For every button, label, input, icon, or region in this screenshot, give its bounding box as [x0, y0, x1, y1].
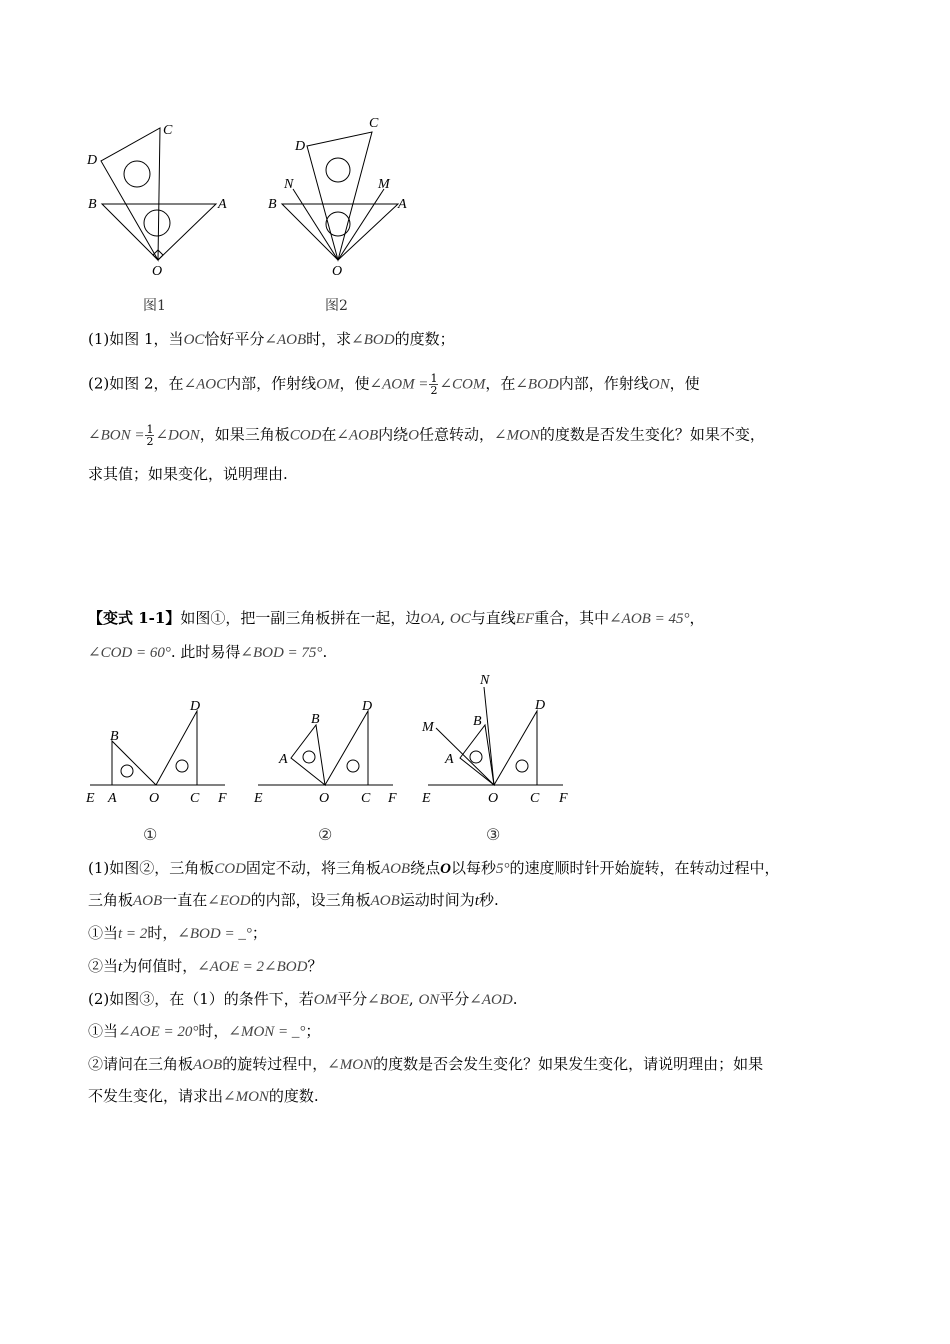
problem2-question1-line1: (1)如图②，三角板COD固定不动，将三角板AOB绕点O以每秒5°的速度顺时针开始旋转，在转动过程中，	[88, 859, 780, 877]
triangle-cod	[156, 711, 197, 785]
figure-1-diagram	[80, 115, 240, 285]
triangle-hole-circle	[516, 760, 528, 772]
problem2-question2-line1: (2)如图③，在（1）的条件下，若OM平分∠BOE, ON平分∠AOD.	[88, 990, 518, 1008]
figure-caption: 图1	[143, 298, 166, 314]
figure-caption: ③	[486, 825, 501, 844]
problem1-question2-line2: ∠BON = $\frac{1}{2}$ ∠DON，如果三角板COD在∠AOB内绕O任意转动，∠MON的度数是否发生变化？如果不变，	[88, 423, 765, 448]
triangle-cod	[101, 128, 160, 260]
triangle-aob	[291, 725, 325, 785]
point-label-b: B	[110, 729, 119, 744]
problem1-question1: (1)如图 1，当OC恰好平分∠AOB时，求∠BOD的度数；	[88, 330, 455, 348]
point-label-d: D	[190, 699, 201, 714]
figure-2-diagram	[260, 115, 420, 285]
problem1-question2-line1: (2)如图 2，在∠AOC内部，作射线OM，使∠AOM = $\frac{1}{2}$ ∠COM，在∠BOD内部，作射线ON，使	[88, 372, 700, 397]
problem2-header-line2: ∠COD = 60°. 此时易得∠BOD = 75°.	[88, 643, 328, 661]
problem2-header: 【变式 1-1】如图①，把一副三角板拼在一起，边OA, OC与直线EF重合，其中∠AOB = 45°，	[88, 609, 705, 627]
answer-blank[interactable]: ∠MON = _°	[228, 1024, 306, 1040]
point-label-c: C	[530, 791, 540, 806]
triangle-hole-circle	[303, 751, 315, 763]
ray-on	[293, 189, 338, 260]
point-label-b: B	[268, 197, 277, 212]
point-label-f: F	[559, 791, 568, 806]
point-label-o: O	[152, 264, 163, 279]
point-label-c: C	[369, 116, 379, 131]
point-label-f: F	[388, 791, 397, 806]
triangle-hole-circle	[326, 212, 350, 236]
triangle-hole-circle	[124, 161, 150, 187]
fraction-one-half: $\frac{1}{2}$	[430, 372, 438, 397]
point-label-c: C	[361, 791, 371, 806]
point-label-d: D	[535, 698, 546, 713]
ray-on	[484, 687, 494, 785]
point-label-b: B	[311, 712, 320, 727]
point-label-f: F	[218, 791, 227, 806]
point-label-o: O	[488, 791, 499, 806]
point-label-a: A	[218, 197, 227, 212]
triangle-cod	[494, 711, 537, 785]
point-label-c: C	[163, 123, 173, 138]
problem2-question1-sub1: ①当t = 2时，∠BOD = _°；	[88, 924, 267, 942]
answer-blank[interactable]: ∠BOD = _°	[177, 926, 252, 942]
problem2-question2-sub2-line2: 不发生变化，请求出∠MON的度数.	[88, 1087, 319, 1105]
fraction-one-half: $\frac{1}{2}$	[146, 423, 154, 448]
point-label-m: M	[422, 720, 434, 735]
triangle-hole-circle	[176, 760, 188, 772]
point-label-a: A	[445, 752, 454, 767]
figure-circled-1-diagram	[80, 690, 240, 810]
problem2-question2-sub1: ①当∠AOE = 20°时，∠MON = _°；	[88, 1022, 321, 1040]
triangle-cod	[325, 711, 368, 785]
point-label-a: A	[279, 752, 288, 767]
point-label-c: C	[190, 791, 200, 806]
point-label-o: O	[149, 791, 160, 806]
point-label-d: D	[87, 153, 98, 168]
triangle-hole-circle	[144, 210, 170, 236]
variant-tag: 【变式 1-1】	[88, 609, 181, 627]
point-label-o: O	[332, 264, 343, 279]
point-label-n: N	[284, 177, 294, 192]
problem2-question1-line2: 三角板AOB一直在∠EOD的内部，设三角板AOB运动时间为t秒.	[88, 891, 499, 909]
point-label-n: N	[480, 673, 490, 688]
point-label-a: A	[398, 197, 407, 212]
triangle-hole-circle	[347, 760, 359, 772]
figure-caption: ①	[143, 825, 158, 844]
figure-caption: ②	[318, 825, 333, 844]
triangle-hole-circle	[121, 765, 133, 777]
point-label-o: O	[319, 791, 330, 806]
point-label-e: E	[422, 791, 431, 806]
problem2-question2-sub2-line1: ②请问在三角板AOB的旋转过程中，∠MON的度数是否会发生变化？如果发生变化，请说明理由；如果	[88, 1055, 764, 1073]
triangle-hole-circle	[326, 158, 350, 182]
point-label-a: A	[108, 791, 117, 806]
figure-circled-3-diagram	[418, 670, 588, 810]
point-label-d: D	[362, 699, 373, 714]
figure-circled-2-diagram	[250, 690, 410, 810]
problem2-question1-sub2: ②当t为何值时，∠AOE = 2∠BOD？	[88, 957, 323, 975]
problem1-question2-line3: 求其值；如果变化，说明理由.	[88, 465, 288, 483]
figure-caption: 图2	[325, 298, 348, 314]
point-label-b: B	[473, 714, 482, 729]
point-label-m: M	[378, 177, 390, 192]
point-label-e: E	[86, 791, 95, 806]
triangle-cod	[307, 132, 372, 260]
triangle-aob	[112, 741, 156, 785]
ray-om	[338, 189, 384, 260]
triangle-hole-circle	[470, 751, 482, 763]
point-label-e: E	[254, 791, 263, 806]
point-label-b: B	[88, 197, 97, 212]
point-label-d: D	[295, 139, 306, 154]
